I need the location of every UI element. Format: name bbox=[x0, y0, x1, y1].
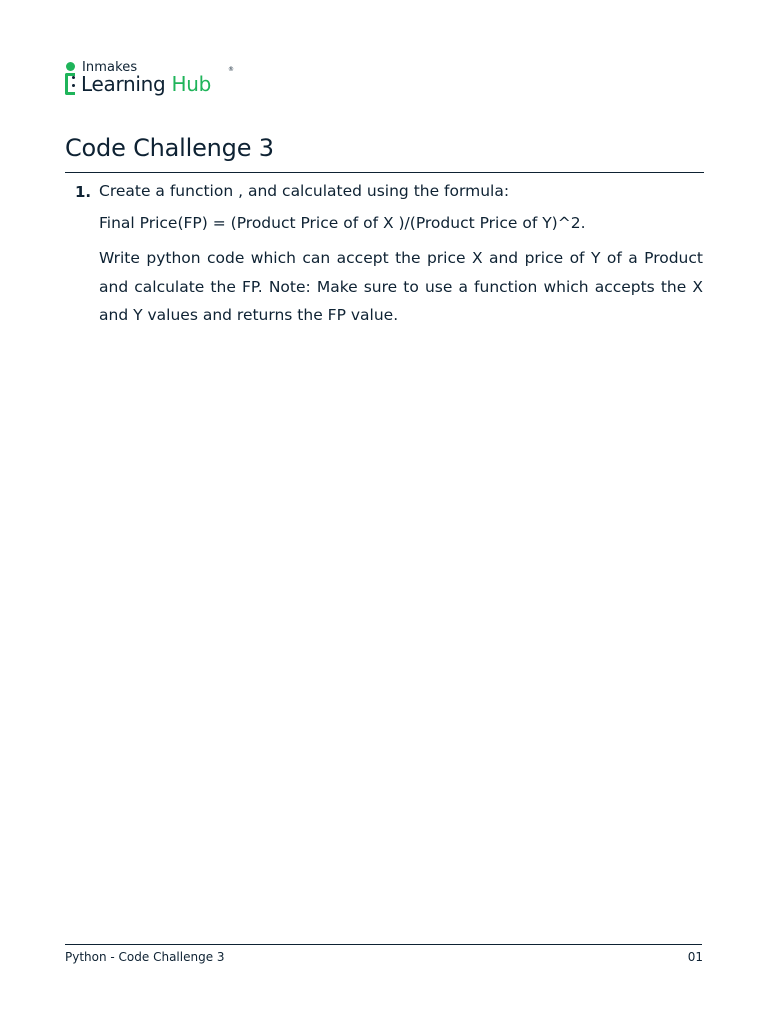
brand-logo bbox=[65, 60, 240, 100]
logo-colon-icon bbox=[72, 76, 75, 88]
challenge-number: 1. bbox=[75, 183, 92, 201]
challenge-task: Create a function , and calculated using the formula: bbox=[99, 182, 510, 200]
challenge-formula: Final Price(FP) = (Product Price of of X )/(Product Price of Y)^2. bbox=[99, 214, 586, 232]
title-divider bbox=[65, 172, 704, 173]
logo-wordmark bbox=[81, 72, 211, 96]
page-title: Code Challenge 3 bbox=[65, 134, 274, 162]
logo-dot-icon bbox=[66, 62, 75, 71]
challenge-description: Write python code which can accept the price X and price of Y of a Product and calculate the FP. Note: Make sure to use a function which accepts the X and Y values and returns the FP value. bbox=[99, 249, 703, 324]
logo-learning-text: Learning bbox=[81, 72, 166, 96]
logo-hub-text: Hub bbox=[171, 72, 212, 96]
registered-mark: ® bbox=[228, 66, 234, 73]
logo-small-text: Inmakes bbox=[82, 60, 138, 75]
footer-divider bbox=[65, 944, 702, 945]
footer-title: Python - Code Challenge 3 bbox=[65, 950, 225, 964]
footer-page-number: 01 bbox=[687, 950, 703, 964]
